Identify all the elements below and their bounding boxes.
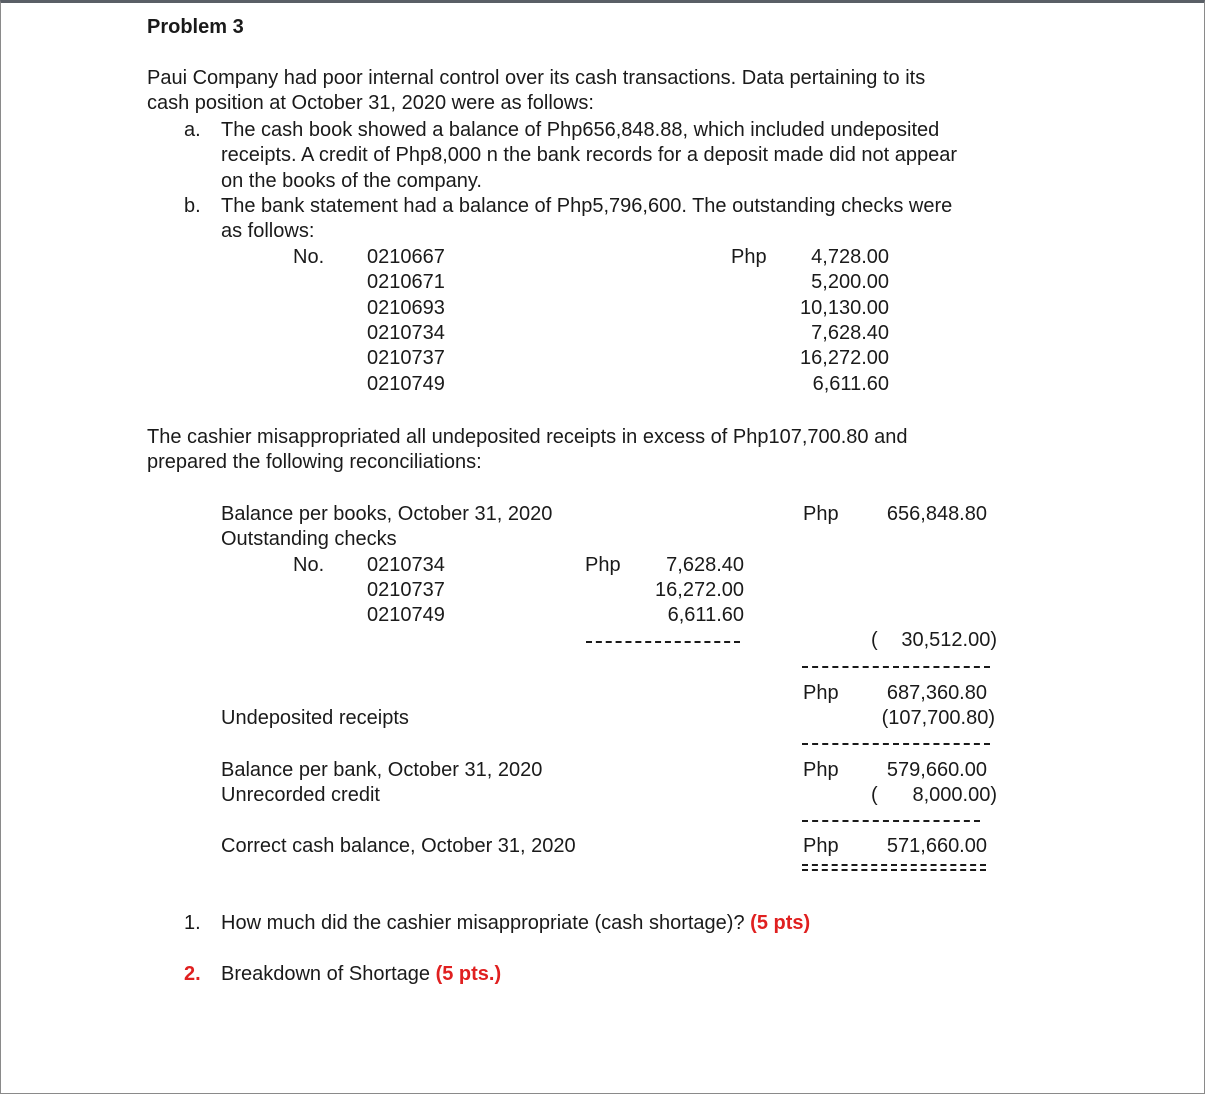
question-number: 1. bbox=[184, 912, 201, 934]
check-amount: 6,611.60 bbox=[812, 373, 889, 395]
check-amount: 7,628.40 bbox=[811, 322, 889, 344]
check-number: 0210671 bbox=[367, 271, 445, 293]
question-text: How much did the cashier misappropriate (cash shortage)? bbox=[221, 912, 745, 934]
item-b-line-1: The bank statement had a balance of Php5,796,600. The outstanding checks were bbox=[221, 195, 953, 217]
checks-total-paren: ( bbox=[871, 629, 878, 651]
check-amount: 5,200.00 bbox=[811, 271, 889, 293]
final-double-rule bbox=[802, 864, 986, 876]
balance-bank-label: Balance per bank, October 31, 2020 bbox=[221, 759, 543, 781]
unrecorded-paren: ( bbox=[871, 784, 878, 806]
item-b-marker: b. bbox=[184, 195, 201, 217]
item-a-line-3: on the books of the company. bbox=[221, 170, 482, 192]
question-1 bbox=[221, 911, 810, 936]
recon-checks-currency: Php bbox=[585, 554, 621, 576]
item-a-marker: a. bbox=[184, 119, 201, 141]
check-amount: 4,728.00 bbox=[811, 246, 889, 268]
balance-bank-amount: 579,660.00 bbox=[886, 759, 987, 781]
intro-line-2: cash position at October 31, 2020 were as follows: bbox=[147, 92, 594, 114]
balance-books-amount: 656,848.80 bbox=[886, 503, 987, 525]
bank-total-rule bbox=[802, 820, 980, 823]
check-number: 0210749 bbox=[367, 373, 445, 395]
recon-check-amount: 7,628.40 bbox=[666, 554, 744, 576]
check-amount: 16,272.00 bbox=[800, 347, 889, 369]
problem-title: Problem 3 bbox=[147, 16, 244, 38]
check-number: 0210737 bbox=[367, 347, 445, 369]
checks-no-label: No. bbox=[293, 246, 325, 268]
outstanding-checks-label: Outstanding checks bbox=[221, 528, 397, 550]
recon-check-number: 0210749 bbox=[367, 604, 445, 626]
recon-no-label: No. bbox=[293, 554, 325, 576]
check-number: 0210734 bbox=[367, 322, 445, 344]
question-points: (5 pts) bbox=[750, 912, 811, 934]
question-text: Breakdown of Shortage bbox=[221, 963, 431, 985]
subtotal-rule bbox=[802, 666, 990, 669]
subtotal-amount: 687,360.80 bbox=[886, 682, 987, 704]
balance-bank-currency: Php bbox=[803, 759, 839, 781]
unrecorded-label: Unrecorded credit bbox=[221, 784, 380, 806]
balance-books-currency: Php bbox=[803, 503, 839, 525]
check-amount: 10,130.00 bbox=[800, 297, 889, 319]
item-a-line-2: receipts. A credit of Php8,000 n the bank records for a deposit made did not appear bbox=[221, 144, 958, 166]
item-a-line-1: The cash book showed a balance of Php656,848.88, which included undeposited bbox=[221, 119, 940, 141]
question-points: (5 pts.) bbox=[435, 963, 502, 985]
recon-check-number: 0210734 bbox=[367, 554, 445, 576]
recon-check-amount: 16,272.00 bbox=[655, 579, 744, 601]
correct-balance-amount: 571,660.00 bbox=[886, 835, 987, 857]
check-number: 0210693 bbox=[367, 297, 445, 319]
item-b-line-2: as follows: bbox=[221, 220, 315, 242]
recon-check-amount: 6,611.60 bbox=[667, 604, 744, 626]
question-2 bbox=[221, 962, 501, 987]
question-number: 2. bbox=[184, 963, 201, 985]
undeposited-amount: (107,700.80) bbox=[881, 707, 995, 729]
correct-balance-label: Correct cash balance, October 31, 2020 bbox=[221, 835, 576, 857]
cashier-line-2: prepared the following reconciliations: bbox=[147, 451, 482, 473]
checks-currency: Php bbox=[731, 246, 767, 268]
balance-books-label: Balance per books, October 31, 2020 bbox=[221, 503, 553, 525]
checks-underline bbox=[586, 641, 740, 644]
checks-total-amount: 30,512.00) bbox=[901, 629, 997, 651]
subtotal-currency: Php bbox=[803, 682, 839, 704]
recon-check-number: 0210737 bbox=[367, 579, 445, 601]
intro-line-1: Paui Company had poor internal control over its cash transactions. Data pertaining to its bbox=[147, 67, 926, 89]
undeposited-label: Undeposited receipts bbox=[221, 707, 409, 729]
correct-balance-currency: Php bbox=[803, 835, 839, 857]
books-total-rule bbox=[802, 743, 990, 746]
check-number: 0210667 bbox=[367, 246, 445, 268]
unrecorded-amount: 8,000.00) bbox=[912, 784, 997, 806]
cashier-line-1: The cashier misappropriated all undeposited receipts in excess of Php107,700.80 and bbox=[147, 426, 908, 448]
